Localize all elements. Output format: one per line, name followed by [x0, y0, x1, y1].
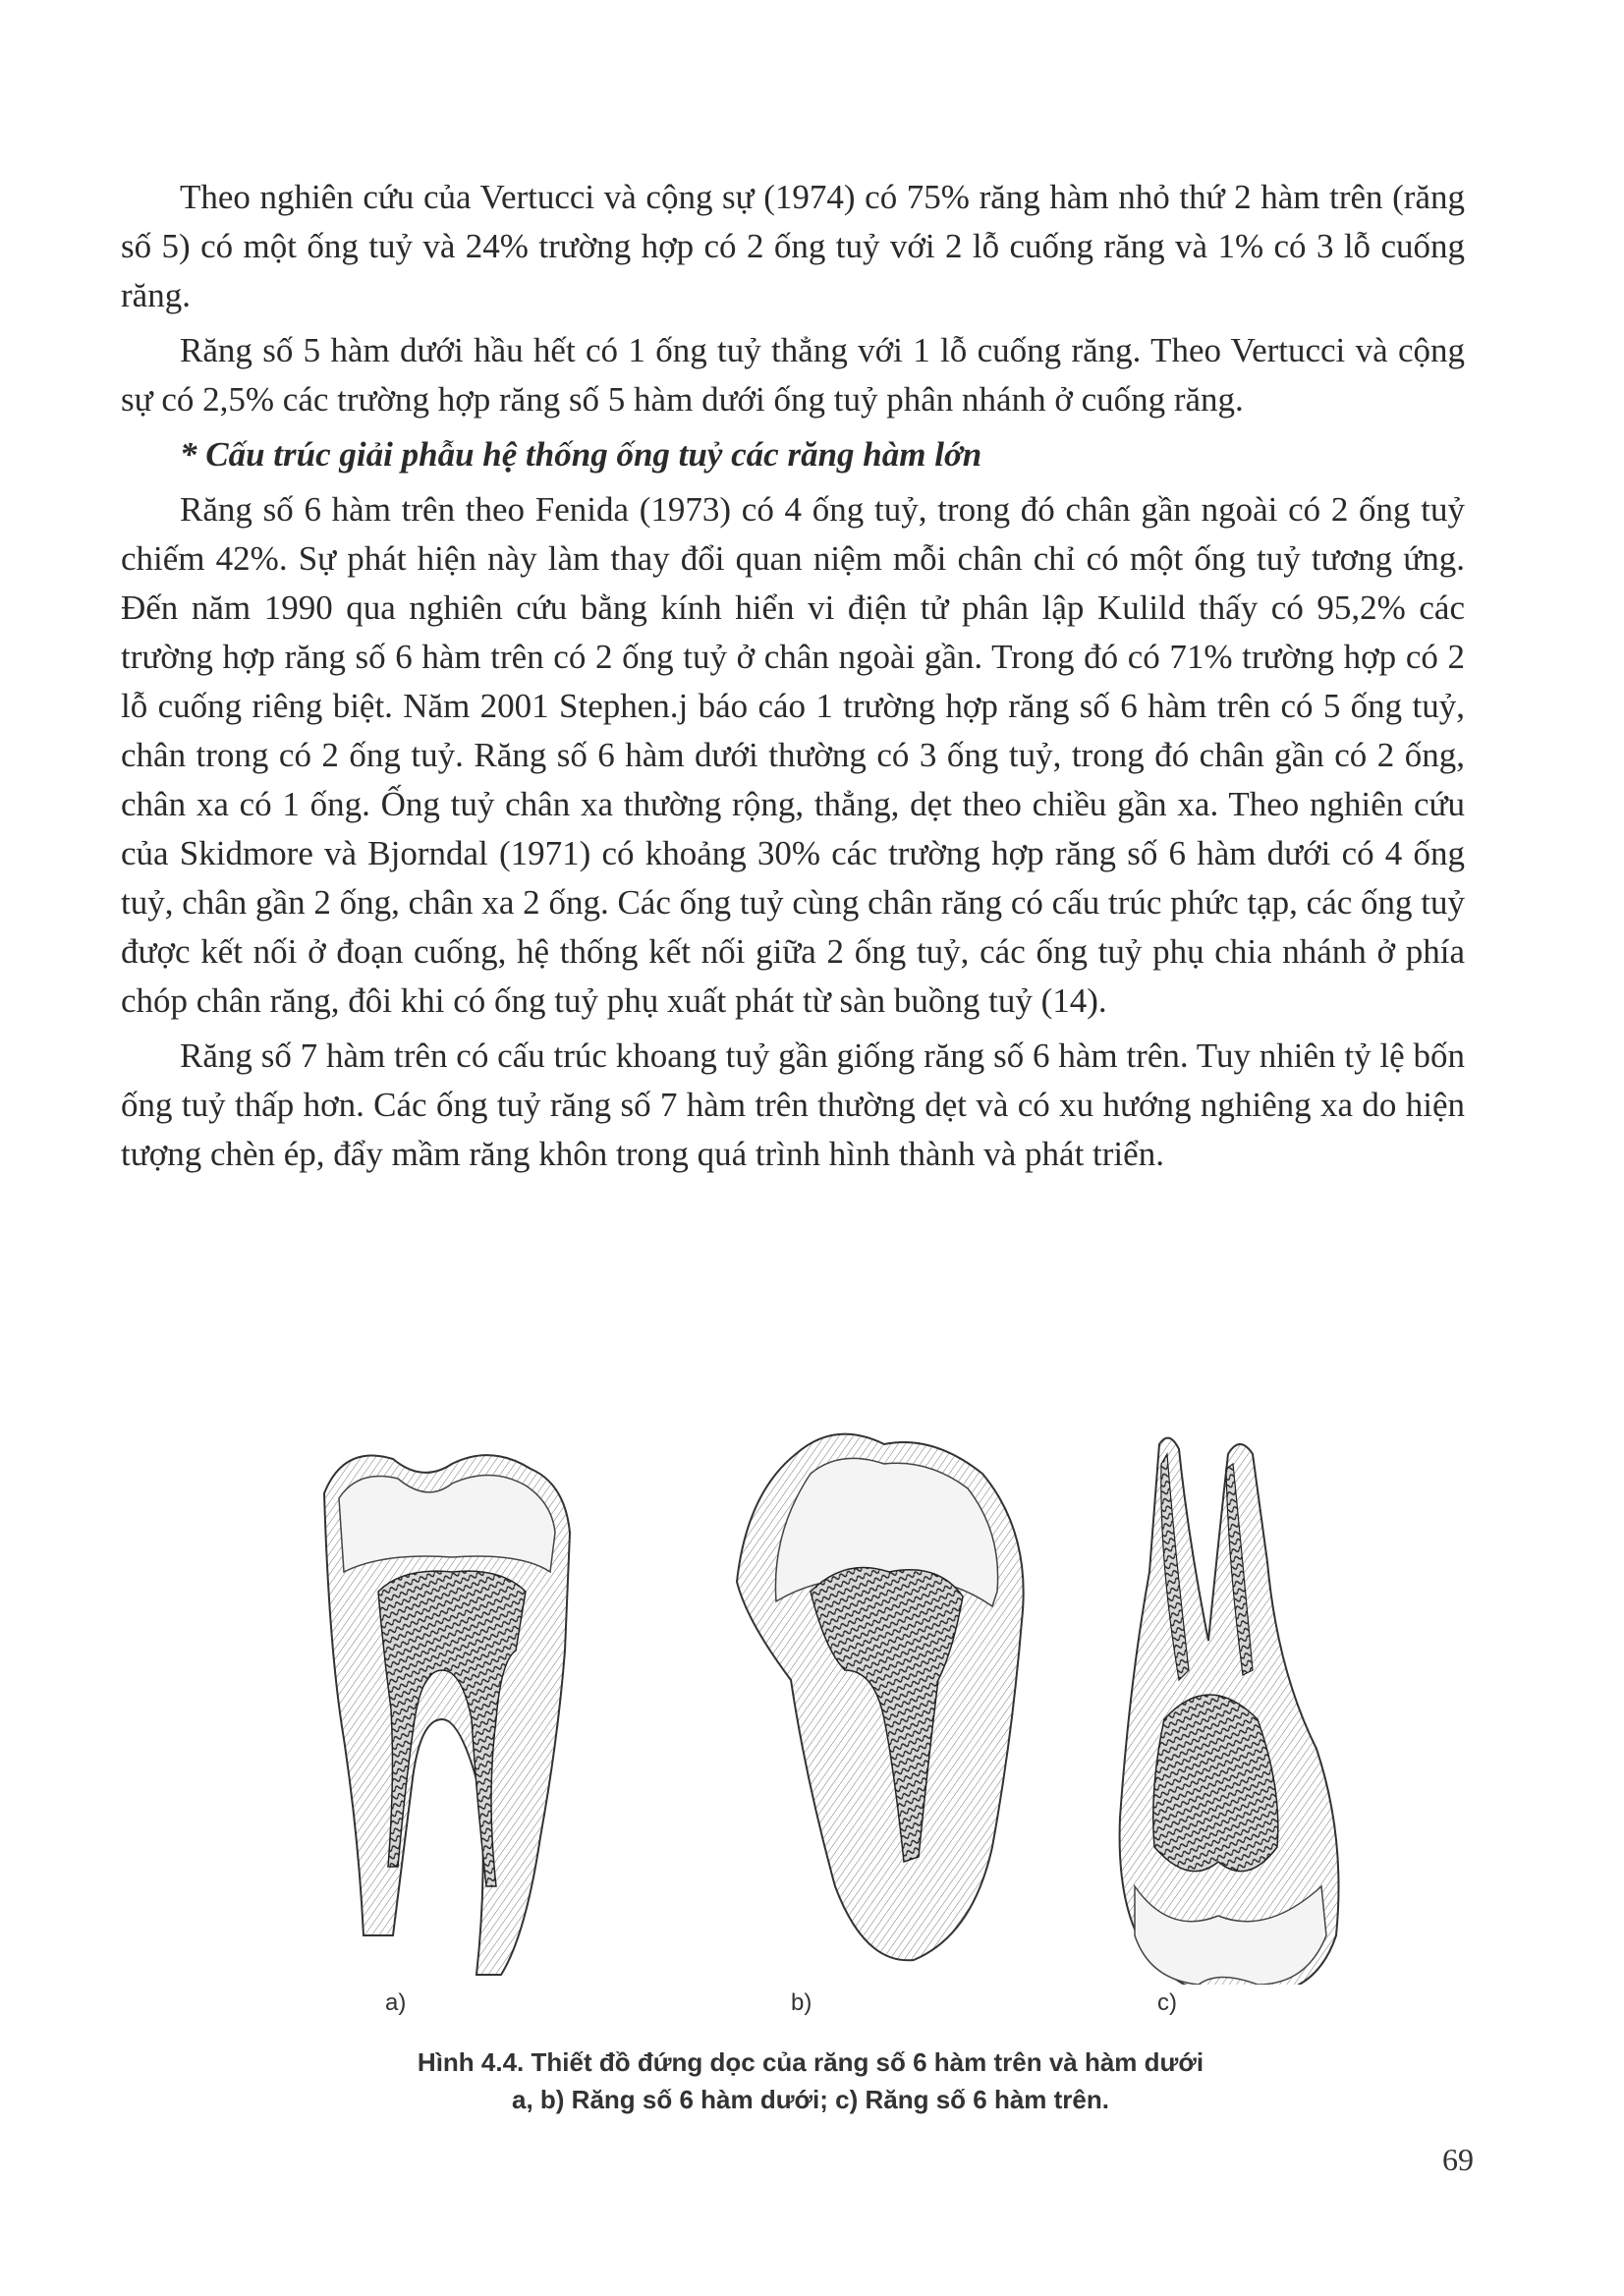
caption-line-1: Hình 4.4. Thiết đồ đứng dọc của răng số 6 hàm trên và hàm dưới [417, 2047, 1204, 2077]
caption-line-2: a, b) Răng số 6 hàm dưới; c) Răng số 6 hàm trên. [512, 2085, 1109, 2114]
paragraph-first-molar: Răng số 6 hàm trên theo Fenida (1973) có 4 ống tuỷ, trong đó chân gần ngoài có 2 ống tuỷ chiếm 42%. Sự phát hiện này làm thay đổi quan niệm mỗi chân chỉ có một ống tuỷ tương ứng. Đến năm 1990 qua nghiên cứu bằng kính hiển vi điện tử phân lập Kulild thấy có 95,2% các trường hợp răng số 6 hàm trên có 2 ống tuỷ ở chân ngoài gần. Trong đó có 71% trường hợp có 2 lỗ cuống riêng biệt. Năm 2001 Stephen.j báo cáo 1 trường hợp răng số 6 hàm trên có 5 ống tuỷ, chân trong có 2 ống tuỷ. Răng số 6 hàm dưới thường có 3 ống tuỷ, trong đó chân gần có 2 ống, chân xa có 1 ống. Ống tuỷ chân xa thường rộng, thẳng, dẹt theo chiều gần xa. Theo nghiên cứu của Skidmore và Bjorndal (1971) có khoảng 30% các trường hợp răng số 6 hàm dưới có 4 ống tuỷ, chân gần 2 ống, chân xa 2 ống. Các ống tuỷ cùng chân răng có cấu trúc phức tạp, các ống tuỷ được kết nối ở đoạn cuống, hệ thống kết nối giữa 2 ống tuỷ, các ống tuỷ phụ chia nhánh ở phía chóp chân răng, đôi khi có ống tuỷ phụ xuất phát từ sàn buồng tuỷ (14). [121, 490, 1465, 1020]
tooth-section-figure [305, 1425, 1474, 1985]
tooth-c-drawing [1120, 1438, 1339, 1985]
page-number: 69 [1442, 2142, 1474, 2177]
body-text [121, 173, 1465, 1185]
tooth-drawings [305, 1425, 1474, 1985]
tooth-a-drawing [324, 1455, 570, 1975]
paragraph-vertucci-premolar: Theo nghiên cứu của Vertucci và cộng sự (1974) có 75% răng hàm nhỏ thứ 2 hàm trên (răng số 5) có một ống tuỷ và 24% trường hợp có 2 ống tuỷ với 2 lỗ cuống răng và 1% có 3 lỗ cuống răng. [121, 178, 1465, 314]
figure-label-a: a) [385, 1989, 407, 2016]
section-heading: * Cấu trúc giải phẫu hệ thống ống tuỷ các răng hàm lớn [180, 435, 982, 474]
paragraph-lower-premolar: Răng số 5 hàm dưới hầu hết có 1 ống tuỷ thẳng với 1 lỗ cuống răng. Theo Vertucci và cộng sự có 2,5% các trường hợp răng số 5 hàm dưới ống tuỷ phân nhánh ở cuống răng. [121, 331, 1465, 419]
figure-caption [246, 2044, 1375, 2118]
figure-label-c: c) [1157, 1989, 1177, 2016]
tooth-b-drawing [737, 1434, 1024, 1961]
figure-label-b: b) [791, 1989, 812, 2016]
paragraph-second-molar: Răng số 7 hàm trên có cấu trúc khoang tuỷ gần giống răng số 6 hàm trên. Tuy nhiên tỷ lệ bốn ống tuỷ thấp hơn. Các ống tuỷ răng số 7 hàm trên thường dẹt và có xu hướng nghiêng xa do hiện tượng chèn ép, đẩy mầm răng khôn trong quá trình hình thành và phát triển. [121, 1036, 1465, 1173]
